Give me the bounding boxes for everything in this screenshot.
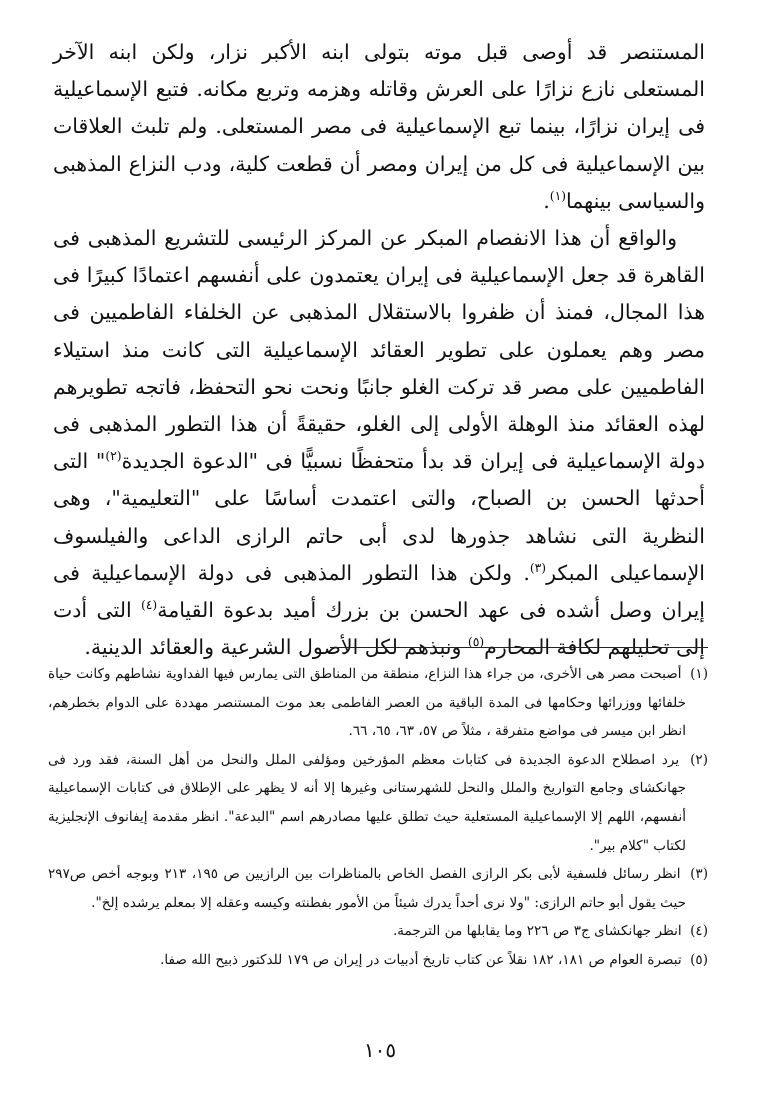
footnote-2-text: يرد اصطلاح الدعوة الجديدة فى كتابات معظم المؤرخين ومؤلفى الملل والنحل من أهل السنة، فقد ورد فى جهانكشاى وجامع التواريخ والملل والنحل للشهرستانى وغيرها إلا أنه لا يظهر على الإطلاق فى كتابات الإسماعيلية أنفسهم، اللهم إلا الإسماعيلية المستعلية حيث تطلق عليها مصادرهم اسم "البدعة". انظر مقدمة إيفانوف الإنجليزية لكتاب "كلام بير". [48, 751, 686, 854]
paragraph-1-tail: . [543, 188, 550, 213]
footnote-3-number: (٣) [690, 866, 708, 883]
footnote-ref-2: (٢) [105, 449, 122, 464]
footnote-5 [48, 946, 708, 975]
footnote-ref-4: (٤) [140, 598, 158, 613]
paragraph-2-text-e: ونبذهم لكل الأصول الشرعية والعقائد الدينية. [84, 635, 468, 660]
footnote-3-text: انظر رسائل فلسفية لأبى بكر الرازى الفصل الخاص بالمناظرات بين الرازيين ص ١٩٥، ٢١٣ وبوجه أخص ص٢٩٧ حيث يقول أبو حاتم الرازى: "ولا نرى أحداً يدرك شيئاً من الأمور بفطنته وكيسه وعقله إلا بمعلم يرشده إلخ". [48, 866, 686, 911]
footnote-ref-5: (٥) [467, 635, 485, 650]
footnote-5-number: (٥) [690, 951, 708, 968]
paragraph-2-text-a: والواقع أن هذا الانفصام المبكر عن المركز الرئيسى للتشريع المذهبى فى القاهرة قد جعل الإسماعيلية فى إيران يعتمدون على أنفسهم اعتمادًا كبيرًا فى هذا المجال، فمنذ أن ظفروا بالاستقلال المذهبى عن الخلفاء الفاطميين فى مصر وهم يعملون على تطوير العقائد الإسماعيلية التى كانت منذ استيلاء الفاطميين على مصر قد تركت الغلو جانبًا ونحت نحو التحفظ، فاتجه تطويرهم لهذه العقائد منذ الوهلة الأولى إلى الغلو، حقيقةً أن هذا التطور المذهبى فى دولة الإسماعيلية فى إيران قد بدأ متحفظًا نسبيًّا فى "الدعوة الجديدة [53, 226, 705, 474]
footnote-1-text: أصبحت مصر هى الأخرى، من جراء هذا النزاع، منطقة من المناطق التى يمارس فيها الفداوية نشاطهم وكانت حياة خلفائها ووزرائها وحكامها فى المدة الباقية من العصر الفاطمى بعد موت المستنصر مهددة على الدوام بخطرهم، انظر ابن ميسر فى مواضع متفرقة ، مثلاً ص ٥٧، ٦٣، ٦٥، ٦٦. [48, 666, 686, 740]
footnotes-block [48, 660, 708, 975]
footnote-4-text: انظر جهانكشاى ج٣ ص ٢٢٦ وما يقابلها من الترجمة. [392, 923, 682, 940]
paragraph-2-text-b: " التى أحدثها الحسن بن الصباح، والتى اعتمدت أساسًا على "التعليمية"، وهى النظرية التى نشاهد جذورها لدى أبى حاتم الرازى الداعى والفيلسوف الإسماعيلى المبكر [53, 449, 705, 585]
footnote-2-number: (٢) [690, 751, 708, 768]
paragraph-1 [53, 34, 705, 220]
footnote-4-number: (٤) [690, 923, 708, 940]
footnote-2 [48, 746, 708, 860]
footnote-5-text: تبصرة العوام ص ١٨١، ١٨٢ نقلاً عن كتاب تاريخ أدبيات در إيران ص ١٧٩ للدكتور ذبيح الله صفا. [160, 951, 682, 968]
main-text-block [53, 34, 705, 666]
footnote-1-number: (١) [690, 666, 708, 682]
paragraph-2-text-d: التى أدت إلى تحليلهم لكافة المحارم [53, 598, 705, 660]
footnote-divider [330, 647, 708, 648]
paragraph-2-text-c: . ولكن هذا التطور المذهبى فى دولة الإسماعيلية فى إيران وصل أشده فى عهد الحسن بن بزرك أميد بدعوة القيامة [53, 560, 705, 623]
paragraph-1-text: المستنصر قد أوصى قبل موته بتولى ابنه الأكبر نزار، ولكن ابنه الآخر المستعلى نازع نزارًا على العرش وقاتله وهزمه وتربع مكانه. فتبع الإسماعيلية فى إيران نزارًا، بينما تبع الإسماعيلية فى مصر المستعلى. ولم تلبث العلاقات بين الإسماعيلية فى كل من إيران ومصر أن قطعت كلية، ودب النزاع المذهبى والسياسى بينهما [53, 40, 705, 213]
footnote-ref-3: (٣) [529, 561, 547, 576]
footnote-1 [48, 660, 708, 746]
footnote-4 [48, 917, 708, 946]
page-number: ١٠٥ [363, 1038, 397, 1062]
paragraph-2 [53, 220, 705, 666]
footnote-ref-1: (١) [549, 188, 567, 203]
footnote-3 [48, 860, 708, 917]
